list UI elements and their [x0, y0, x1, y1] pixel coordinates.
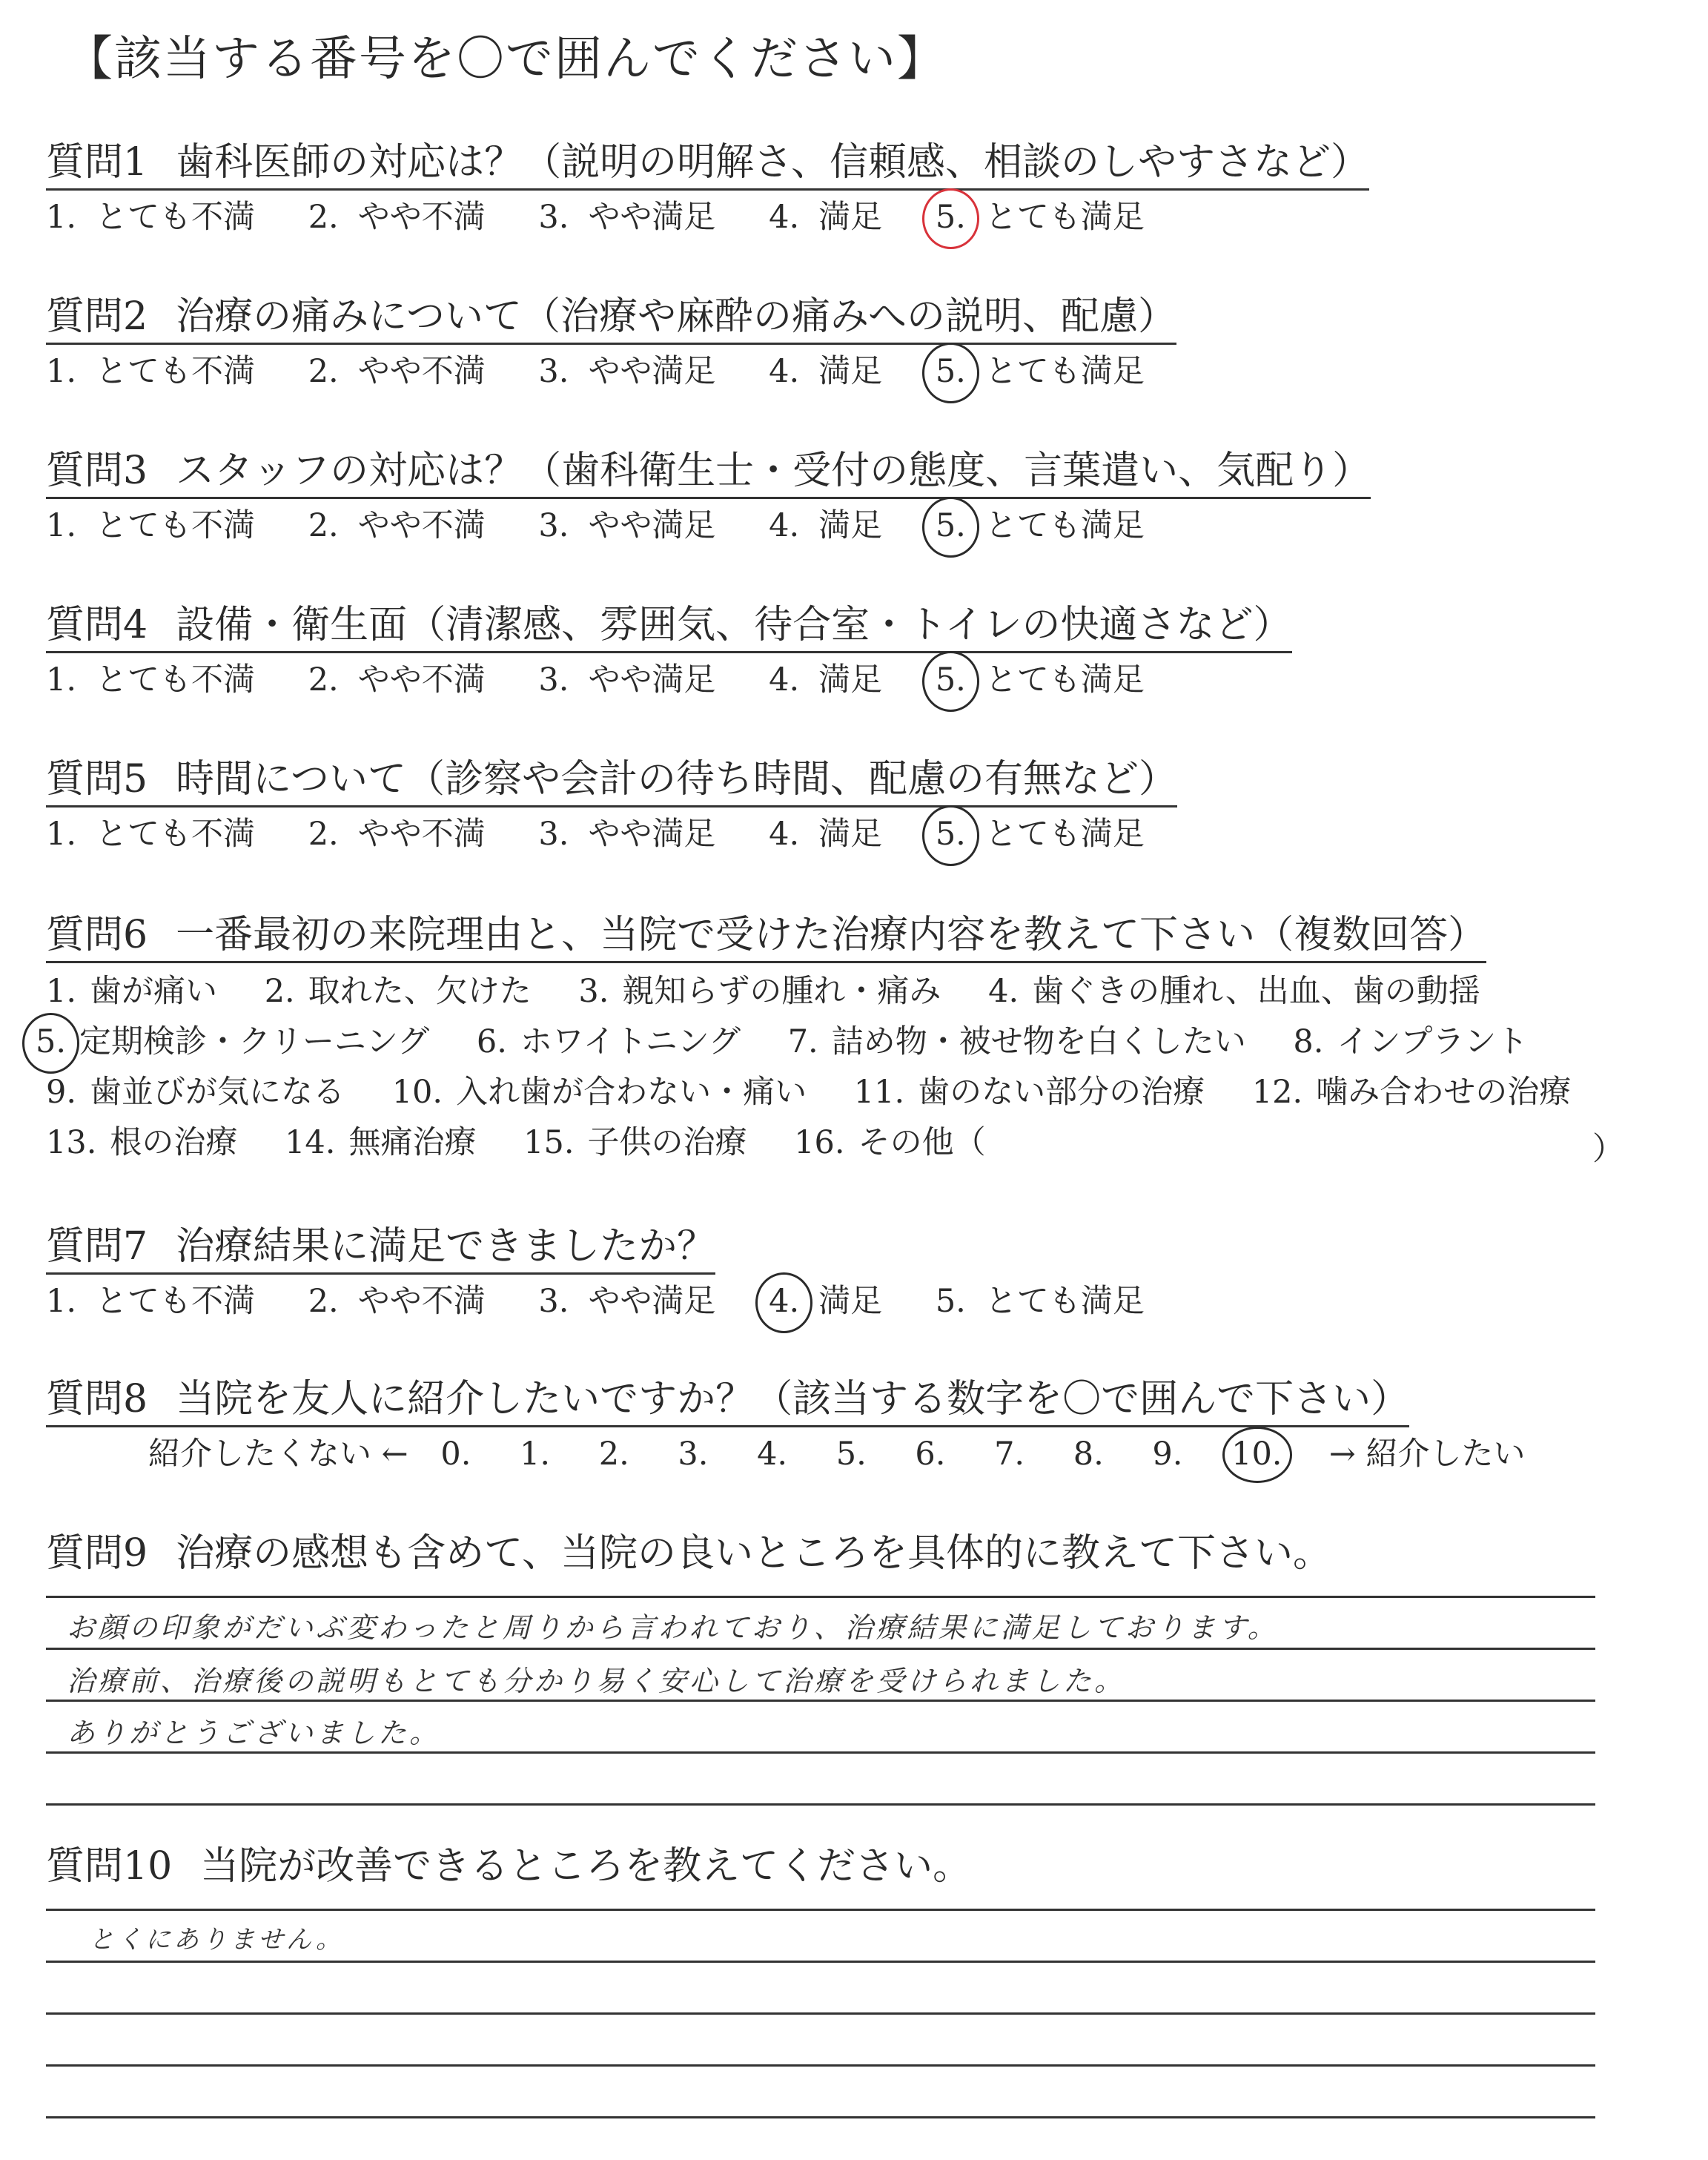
option-number: 5.: [935, 1283, 966, 1320]
q7-option-3[interactable]: [538, 1283, 715, 1321]
option-label: 取れた、欠けた: [308, 973, 532, 1010]
q7-option-4-selected[interactable]: [769, 1283, 882, 1321]
scale-value-1[interactable]: 1.: [520, 1436, 551, 1473]
option-label: 噛み合わせの治療: [1316, 1074, 1572, 1111]
option-number: 4.: [769, 353, 800, 390]
option-number: 4.: [769, 1283, 800, 1320]
answer-line: [46, 2116, 1595, 2118]
question-3-heading: [46, 449, 1371, 499]
q6-option-13[interactable]: [46, 1124, 237, 1163]
q5-option-1[interactable]: [46, 816, 255, 854]
option-label: 根の治療: [110, 1124, 238, 1161]
option-label: やや満足: [588, 507, 716, 544]
option-label: やや不満: [357, 1283, 486, 1320]
option-label: 歯並びが気になる: [90, 1074, 345, 1111]
option-label: 歯のない部分の治療: [918, 1074, 1205, 1111]
q6-option-3[interactable]: [578, 973, 941, 1011]
option-number: 5.: [36, 1023, 67, 1060]
q6-option-11[interactable]: [854, 1074, 1205, 1112]
option-number: 1.: [46, 353, 77, 390]
q6-option-1[interactable]: [46, 973, 217, 1011]
q6-option-6[interactable]: [477, 1023, 741, 1062]
q2-option-2[interactable]: [308, 353, 486, 392]
question-6-options-row-4: [46, 1124, 1023, 1163]
option-number: 5.: [935, 661, 966, 698]
option-label: 満足: [818, 661, 883, 698]
question-9-heading: [46, 1532, 1331, 1579]
q6-option-2[interactable]: [265, 973, 532, 1011]
question-4-text: 設備・衛生面（清潔感、雰囲気、待合室・トイレの快適さなど）: [176, 603, 1292, 647]
question-6-label: 質問6: [46, 913, 148, 957]
answer-line: [46, 1909, 1595, 1911]
answer-line: [46, 1803, 1595, 1806]
question-1-heading: [46, 141, 1369, 191]
option-label: 無痛治療: [348, 1124, 477, 1161]
q3-option-3[interactable]: [538, 507, 715, 546]
option-number: 1.: [46, 1283, 77, 1320]
question-4-options: [46, 661, 1188, 700]
option-label: やや不満: [357, 661, 486, 698]
question-4-heading: [46, 604, 1292, 653]
option-number: 5.: [935, 353, 966, 390]
answer-line: [46, 2064, 1595, 2067]
q6-option-15[interactable]: [523, 1124, 747, 1163]
question-5-label: 質問5: [46, 757, 148, 802]
option-label: とても満足: [984, 199, 1145, 236]
q1-option-4[interactable]: [769, 199, 882, 237]
option-label: 満足: [818, 1283, 883, 1320]
question-4-label: 質問4: [46, 603, 148, 647]
option-number: 1.: [46, 199, 77, 236]
q2-option-1[interactable]: [46, 353, 255, 392]
q1-option-1[interactable]: [46, 199, 255, 237]
q9-answer-line-1[interactable]: お顔の印象がだいぶ変わったと周りから言われており、治療結果に満足しております。: [67, 1611, 1279, 1644]
q1-option-3[interactable]: [538, 199, 715, 237]
option-number: 2.: [308, 353, 339, 390]
q2-option-4[interactable]: [769, 353, 882, 392]
option-number: 16.: [794, 1124, 845, 1161]
option-number: 12.: [1251, 1074, 1303, 1111]
option-number: 2.: [308, 816, 339, 853]
option-label: 歯ぐきの腫れ、出血、歯の動揺: [1032, 973, 1480, 1010]
q6-option-4[interactable]: [988, 973, 1480, 1011]
question-10-label: 質問10: [46, 1844, 173, 1889]
option-number: 5.: [935, 816, 966, 853]
option-label: とても満足: [984, 1283, 1145, 1320]
scale-value-6[interactable]: 6.: [915, 1436, 946, 1473]
question-10-text: 当院が改善できるところを教えてください。: [200, 1844, 972, 1889]
option-label: やや不満: [357, 816, 486, 853]
option-label: とても満足: [984, 353, 1145, 390]
q5-option-5-selected[interactable]: [936, 816, 1145, 854]
answer-line: [46, 2012, 1595, 2015]
question-9-text: 治療の感想も含めて、当院の良いところを具体的に教えて下さい。: [176, 1531, 1332, 1576]
answer-line: [46, 1700, 1595, 1702]
q6-option-12[interactable]: [1252, 1074, 1571, 1112]
option-label: インプラント: [1337, 1023, 1529, 1060]
option-label: やや満足: [588, 353, 716, 390]
question-7-heading: [46, 1225, 715, 1275]
option-label: やや満足: [588, 199, 716, 236]
question-6-text: 一番最初の来院理由と、当院で受けた治療内容を教えて下さい（複数回答）: [176, 913, 1487, 957]
option-number: 8.: [1293, 1023, 1324, 1060]
question-6-options-row-2: [36, 1023, 1565, 1062]
q5-option-3[interactable]: [538, 816, 715, 854]
q4-option-5-selected[interactable]: [936, 661, 1145, 700]
q4-option-3[interactable]: [538, 661, 715, 700]
option-number: 1.: [46, 816, 77, 853]
scale-value-0[interactable]: 0.: [440, 1436, 471, 1473]
q6-option-14[interactable]: [285, 1124, 476, 1163]
option-number: 5.: [935, 507, 966, 544]
option-label: とても満足: [984, 816, 1145, 853]
question-9-label: 質問9: [46, 1531, 148, 1576]
option-number: 10.: [391, 1074, 443, 1111]
scale-value-10-selected[interactable]: 10.: [1231, 1436, 1282, 1473]
question-6-heading: [46, 914, 1486, 963]
question-10-heading: [46, 1845, 971, 1892]
q4-option-2[interactable]: [308, 661, 486, 700]
q5-option-4[interactable]: [769, 816, 882, 854]
option-number: 13.: [46, 1124, 97, 1161]
scale-value-4[interactable]: 4.: [757, 1436, 788, 1473]
q2-option-5-selected[interactable]: [936, 353, 1145, 392]
scale-value-8[interactable]: 8.: [1073, 1436, 1104, 1473]
option-number: 2.: [308, 507, 339, 544]
option-number: 3.: [538, 507, 569, 544]
option-number: 1.: [46, 661, 77, 698]
question-8-text: 当院を友人に紹介したいですか？（該当する数字を〇で囲んで下さい）: [176, 1377, 1410, 1421]
option-number: 3.: [538, 661, 569, 698]
scale-left-label: 紹介したくない ←: [148, 1436, 408, 1473]
option-label: 親知らずの腫れ・痛み: [622, 973, 941, 1010]
q6-option-7[interactable]: [788, 1023, 1246, 1062]
option-number: 11.: [853, 1074, 905, 1111]
question-5-heading: [46, 758, 1177, 807]
q7-option-1[interactable]: [46, 1283, 255, 1321]
question-2-label: 質問2: [46, 294, 148, 339]
question-6-options-row-3: [46, 1074, 1608, 1112]
option-label: やや満足: [588, 661, 716, 698]
question-1-label: 質問1: [46, 140, 148, 185]
question-1-options: [46, 199, 1188, 237]
option-number: 4.: [988, 973, 1019, 1010]
option-label: 歯が痛い: [90, 973, 218, 1010]
option-label: とても不満: [96, 353, 256, 390]
scale-value-9[interactable]: 9.: [1152, 1436, 1183, 1473]
question-1-text: 歯科医師の対応は？（説明の明解さ、信頼感、相談のしやすさなど）: [176, 140, 1370, 185]
option-label: やや不満: [357, 199, 486, 236]
option-label: とても不満: [96, 507, 256, 544]
answer-line: [46, 1961, 1595, 1963]
option-label: 満足: [818, 507, 883, 544]
option-number: 5.: [935, 199, 966, 236]
option-number: 3.: [538, 199, 569, 236]
q6-option-9[interactable]: [46, 1074, 345, 1112]
option-number: 2.: [308, 1283, 339, 1320]
option-number: 3.: [538, 353, 569, 390]
option-number: 4.: [769, 816, 800, 853]
q7-option-2[interactable]: [308, 1283, 486, 1321]
q4-option-4[interactable]: [769, 661, 882, 700]
scale-value-7[interactable]: 7.: [994, 1436, 1025, 1473]
option-label: やや満足: [588, 816, 716, 853]
q5-option-2[interactable]: [308, 816, 486, 854]
option-number: 4.: [769, 507, 800, 544]
option-label: 満足: [818, 199, 883, 236]
question-2-text: 治療の痛みについて（治療や麻酔の痛みへの説明、配慮）: [176, 294, 1177, 339]
option-label: やや満足: [588, 1283, 716, 1320]
option-label: 定期検診・クリーニング: [79, 1023, 430, 1060]
option-number: 14.: [285, 1124, 336, 1161]
option-number: 1.: [46, 973, 77, 1010]
other-close-paren: ）: [1592, 1131, 1624, 1168]
option-label: とても不満: [96, 199, 256, 236]
option-label: とても満足: [984, 661, 1145, 698]
question-2-heading: [46, 295, 1176, 345]
option-label: 入れ歯が合わない・痛い: [456, 1074, 807, 1111]
question-8-heading: [46, 1378, 1409, 1427]
option-number: 3.: [578, 973, 609, 1010]
recommend-scale: [148, 1436, 1525, 1474]
q7-option-5[interactable]: [936, 1283, 1145, 1321]
question-3-text: スタッフの対応は？（歯科衛生士・受付の態度、言葉遣い、気配り）: [176, 449, 1371, 493]
q9-answer-line-2[interactable]: 治療前、治療後の説明もとても分かり易く安心して治療を受けられました。: [67, 1665, 1126, 1697]
q2-option-3[interactable]: [538, 353, 715, 392]
q4-option-1[interactable]: [46, 661, 255, 700]
scale-value-5[interactable]: 5.: [835, 1436, 867, 1473]
question-5-text: 時間について（診察や会計の待ち時間、配慮の有無など）: [176, 757, 1178, 802]
option-label: 詰め物・被せ物を白くしたい: [831, 1023, 1246, 1060]
option-number: 2.: [264, 973, 295, 1010]
q6-option-16-other[interactable]: [794, 1124, 985, 1163]
q1-option-5-selected[interactable]: [936, 199, 1145, 237]
option-number: 2.: [308, 199, 339, 236]
question-3-label: 質問3: [46, 449, 148, 493]
scale-value-2[interactable]: 2.: [598, 1436, 629, 1473]
q3-option-2[interactable]: [308, 507, 486, 546]
scale-value-3[interactable]: 3.: [678, 1436, 709, 1473]
option-number: 1.: [46, 507, 77, 544]
option-number: 3.: [538, 1283, 569, 1320]
question-2-options: [46, 353, 1188, 392]
option-label: とても不満: [96, 816, 256, 853]
option-label: 満足: [818, 353, 883, 390]
page-title: 【該当する番号を〇で囲んでください】: [65, 32, 946, 87]
question-7-label: 質問7: [46, 1224, 148, 1269]
option-label: やや不満: [357, 353, 486, 390]
option-label: 満足: [818, 816, 883, 853]
q6-option-8[interactable]: [1293, 1023, 1528, 1062]
question-7-options: [46, 1283, 1188, 1321]
q10-answer-line-1[interactable]: とくにありません。: [89, 1925, 345, 1955]
q3-option-1[interactable]: [46, 507, 255, 546]
q6-option-5-selected[interactable]: [36, 1023, 429, 1062]
option-label: とても満足: [984, 507, 1145, 544]
option-number: 9.: [46, 1074, 77, 1111]
option-label: とても不満: [96, 661, 256, 698]
option-label: ホワイトニング: [520, 1023, 741, 1060]
option-number: 7.: [787, 1023, 818, 1060]
question-7-text: 治療結果に満足できましたか？: [176, 1224, 716, 1269]
option-label: 子供の治療: [587, 1124, 747, 1161]
q6-option-10[interactable]: [392, 1074, 807, 1112]
question-6-options-row-1: [46, 973, 1517, 1011]
answer-line: [46, 1751, 1595, 1754]
q1-option-2[interactable]: [308, 199, 486, 237]
option-label: その他（: [858, 1124, 986, 1161]
answer-line: [46, 1596, 1595, 1598]
option-label: やや不満: [357, 507, 486, 544]
q3-option-4[interactable]: [769, 507, 882, 546]
option-number: 3.: [538, 816, 569, 853]
option-label: とても不満: [96, 1283, 256, 1320]
option-number: 4.: [769, 199, 800, 236]
scale-right-label: → 紹介したい: [1328, 1436, 1526, 1473]
option-number: 6.: [476, 1023, 507, 1060]
option-number: 4.: [769, 661, 800, 698]
option-number: 2.: [308, 661, 339, 698]
question-5-options: [46, 816, 1188, 854]
q9-answer-line-3[interactable]: ありがとうございました。: [67, 1717, 441, 1749]
q3-option-5-selected[interactable]: [936, 507, 1145, 546]
question-8-label: 質問8: [46, 1377, 148, 1421]
question-3-options: [46, 507, 1188, 546]
option-number: 15.: [523, 1124, 575, 1161]
answer-line: [46, 1648, 1595, 1650]
